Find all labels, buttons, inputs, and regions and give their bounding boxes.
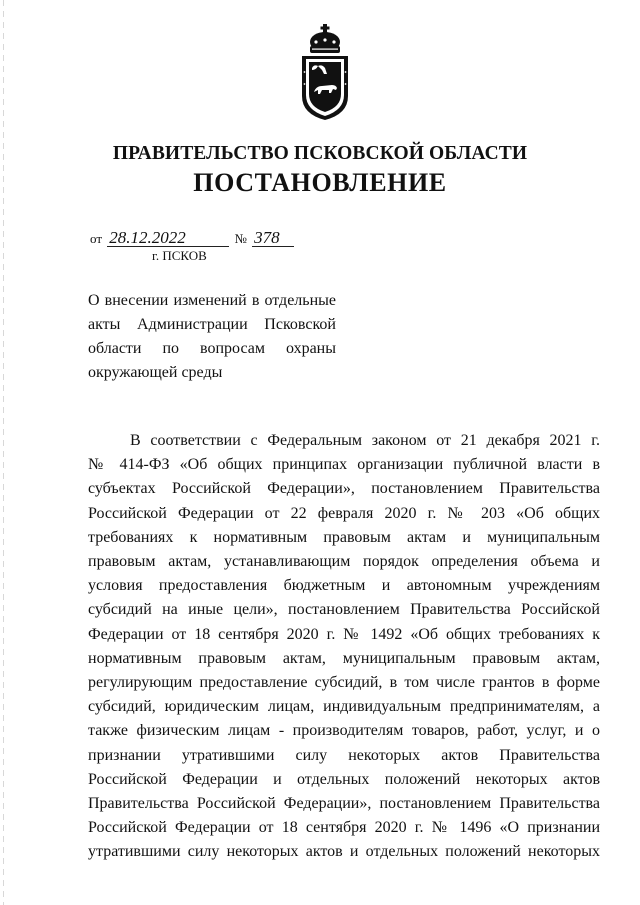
body-line: субсидий на иные цели», постановлением Правительства Российской [88,601,600,619]
body-line: Российской Федерации от 18 сентября 2020 г. № 1496 «О признании [88,819,600,837]
body-line: субъектах Российской Федерации», постановлением Правительства [88,480,600,498]
subject-line: акты Администрации Псковской [88,316,336,333]
date-number-line [88,230,294,247]
body-line: нормативным правовым актам, муниципальным правовым актам, [88,649,600,667]
document-number: 378 [252,230,294,247]
body-line: Правительства Российской Федерации», постановлением Правительства [88,795,600,813]
body-line: утратившими силу некоторых актов и отдельных положений некоторых [88,843,600,861]
body-line: Российской Федерации от 22 февраля 2020 г. № 203 «Об общих [88,504,600,522]
organization-name: ПРАВИТЕЛЬСТВО ПСКОВСКОЙ ОБЛАСТИ [112,143,528,164]
city-label: г. ПСКОВ [152,248,207,263]
subject-line: области по вопросам охраны [88,340,336,357]
document-subject [88,289,336,385]
number-label: № [234,231,247,246]
body-line: регулирующим предоставление субсидий, в том числе грантов в форме [88,674,600,692]
body-line: условия предоставления бюджетным и автономным учреждениям [88,577,600,595]
subject-line: окружающей среды [88,364,223,381]
body-line: В соответствии с Федеральным законом от 21 декабря 2021 г. [130,432,600,449]
body-line: требованиях к нормативным правовым актам и муниципальным [88,528,600,546]
body-line: Федерации от 18 сентября 2020 г. № 1492 «Об общих требованиях к [88,625,600,643]
body-line: также физическим лицам - производителям товаров, работ, услуг, и о [88,722,600,740]
body-line: субсидий, юридическим лицам, индивидуальным предпринимателям, а [88,698,600,716]
document-body [88,429,600,865]
body-line: признании утратившими силу некоторых актов Правительства [88,746,600,764]
body-line: Российской Федерации и отдельных положений некоторых актов [88,770,600,788]
body-line: № 414-ФЗ «Об общих принципах организации публичной власти в [88,456,600,474]
pskov-coat-of-arms-icon [296,22,354,122]
scan-edge-line [3,0,4,905]
from-label: от [90,231,103,246]
document-type-title: ПОСТАНОВЛЕНИЕ [193,168,447,197]
body-line: правовым актам, устанавливающим порядок определения объема и [88,553,600,571]
document-date: 28.12.2022 [107,230,229,247]
subject-line: О внесении изменений в отдельные [88,292,336,309]
